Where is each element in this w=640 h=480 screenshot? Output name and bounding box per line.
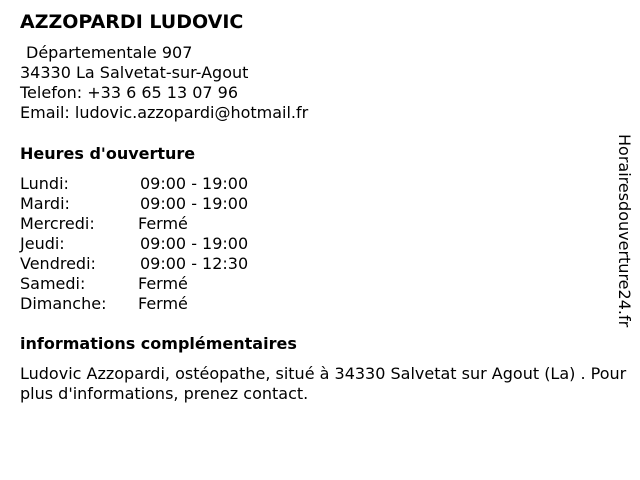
address-block: [20, 43, 308, 123]
day-name: Jeudi:: [20, 234, 65, 253]
day-name: Dimanche:: [20, 294, 107, 313]
email-address: Email: ludovic.azzopardi@hotmail.fr: [20, 103, 309, 122]
day-name: Lundi:: [20, 174, 69, 193]
day-name: Mercredi:: [20, 214, 95, 233]
phone-number: Telefon: +33 6 65 13 07 96: [20, 83, 239, 102]
additional-info-text: Ludovic Azzopardi, ostéopathe, situé à 34330 Salvetat sur Agout (La) . Pour plus d'informations, prenez contact.: [20, 364, 627, 403]
day-hours: Fermé: [138, 214, 188, 233]
day-hours: 09:00 - 12:30: [140, 254, 249, 273]
day-hours: Fermé: [138, 294, 188, 313]
city-address: 34330 La Salvetat-sur-Agout: [20, 63, 249, 82]
page-title: AZZOPARDI LUDOVIC: [20, 11, 244, 33]
additional-info-heading: informations complémentaires: [20, 334, 297, 353]
day-hours: Fermé: [138, 274, 188, 293]
day-name: Mardi:: [20, 194, 70, 213]
day-hours: 09:00 - 19:00: [140, 174, 249, 193]
day-hours: 09:00 - 19:00: [140, 234, 249, 253]
street-address: Départementale 907: [26, 43, 193, 62]
day-name: Samedi:: [20, 274, 86, 293]
day-name: Vendredi:: [20, 254, 96, 273]
day-hours: 09:00 - 19:00: [140, 194, 249, 213]
site-watermark: Horairesdouverture24.fr: [615, 134, 634, 328]
opening-hours-heading: Heures d'ouverture: [20, 144, 196, 163]
